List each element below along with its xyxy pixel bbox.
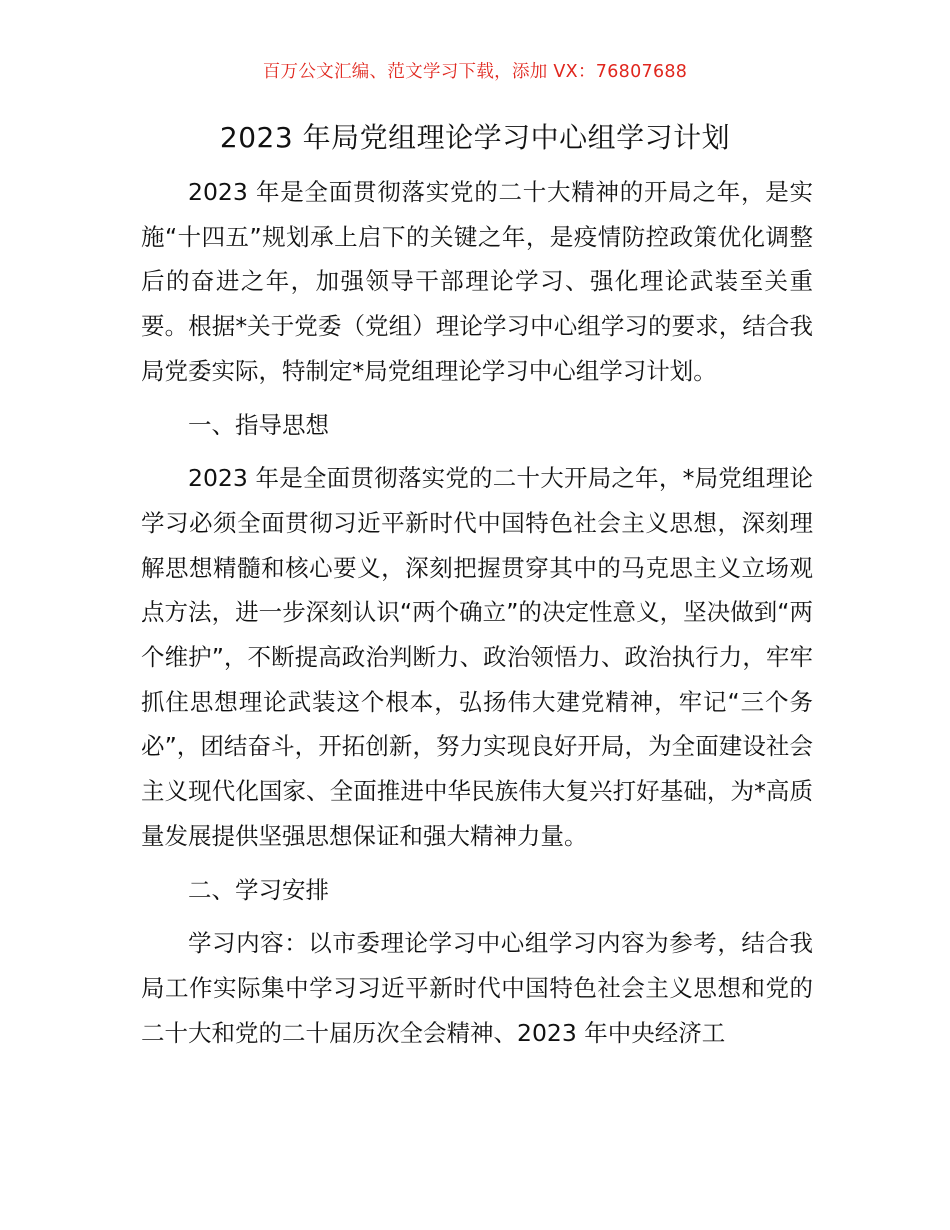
- section-heading-guiding-ideology: 一、指导思想: [188, 410, 329, 439]
- study-content-paragraph: 学习内容：以市委理论学习中心组学习内容为参考，结合我局工作实际集中学习习近平新时代中国特色社会主义思想和党的二十大和党的二十届历次全会精神、2023 年中央经济工: [141, 929, 813, 1047]
- intro-paragraph: 2023 年是全面贯彻落实党的二十大精神的开局之年，是实施“十四五”规划承上启下的关键之年，是疫情防控政策优化调整后的奋进之年，加强领导干部理论学习、强化理论武装至关重要。根据*关于党委（党组）理论学习中心组学习的要求，结合我局党委实际，特制定*局党组理论学习中心组学习计划。: [141, 178, 813, 385]
- guiding-ideology-paragraph: 2023 年是全面贯彻落实党的二十大开局之年，*局党组理论学习必须全面贯彻习近平新时代中国特色社会主义思想，深刻理解思想精髓和核心要义，深刻把握贯穿其中的马克思主义立场观点方法，进一步深刻认识“两个确立”的决定性意义，坚决做到“两个维护”，不断提高政治判断力、政治领悟力、政治执行力，牢牢抓住思想理论武装这个根本，弘扬伟大建党精神，牢记“三个务必”，团结奋斗，开拓创新，努力实现良好开局，为全面建设社会主义现代化国家、全面推进中华民族伟大复兴打好基础，为*高质量发展提供坚强思想保证和强大精神力量。: [141, 464, 813, 850]
- section-heading-study-arrangement: 二、学习安排: [188, 875, 329, 904]
- download-notice: 百万公文汇编、范文学习下载，添加 VX：76807688: [262, 62, 688, 82]
- document-title: 2023 年局党组理论学习中心组学习计划: [219, 121, 731, 154]
- document-body: [141, 170, 813, 1055]
